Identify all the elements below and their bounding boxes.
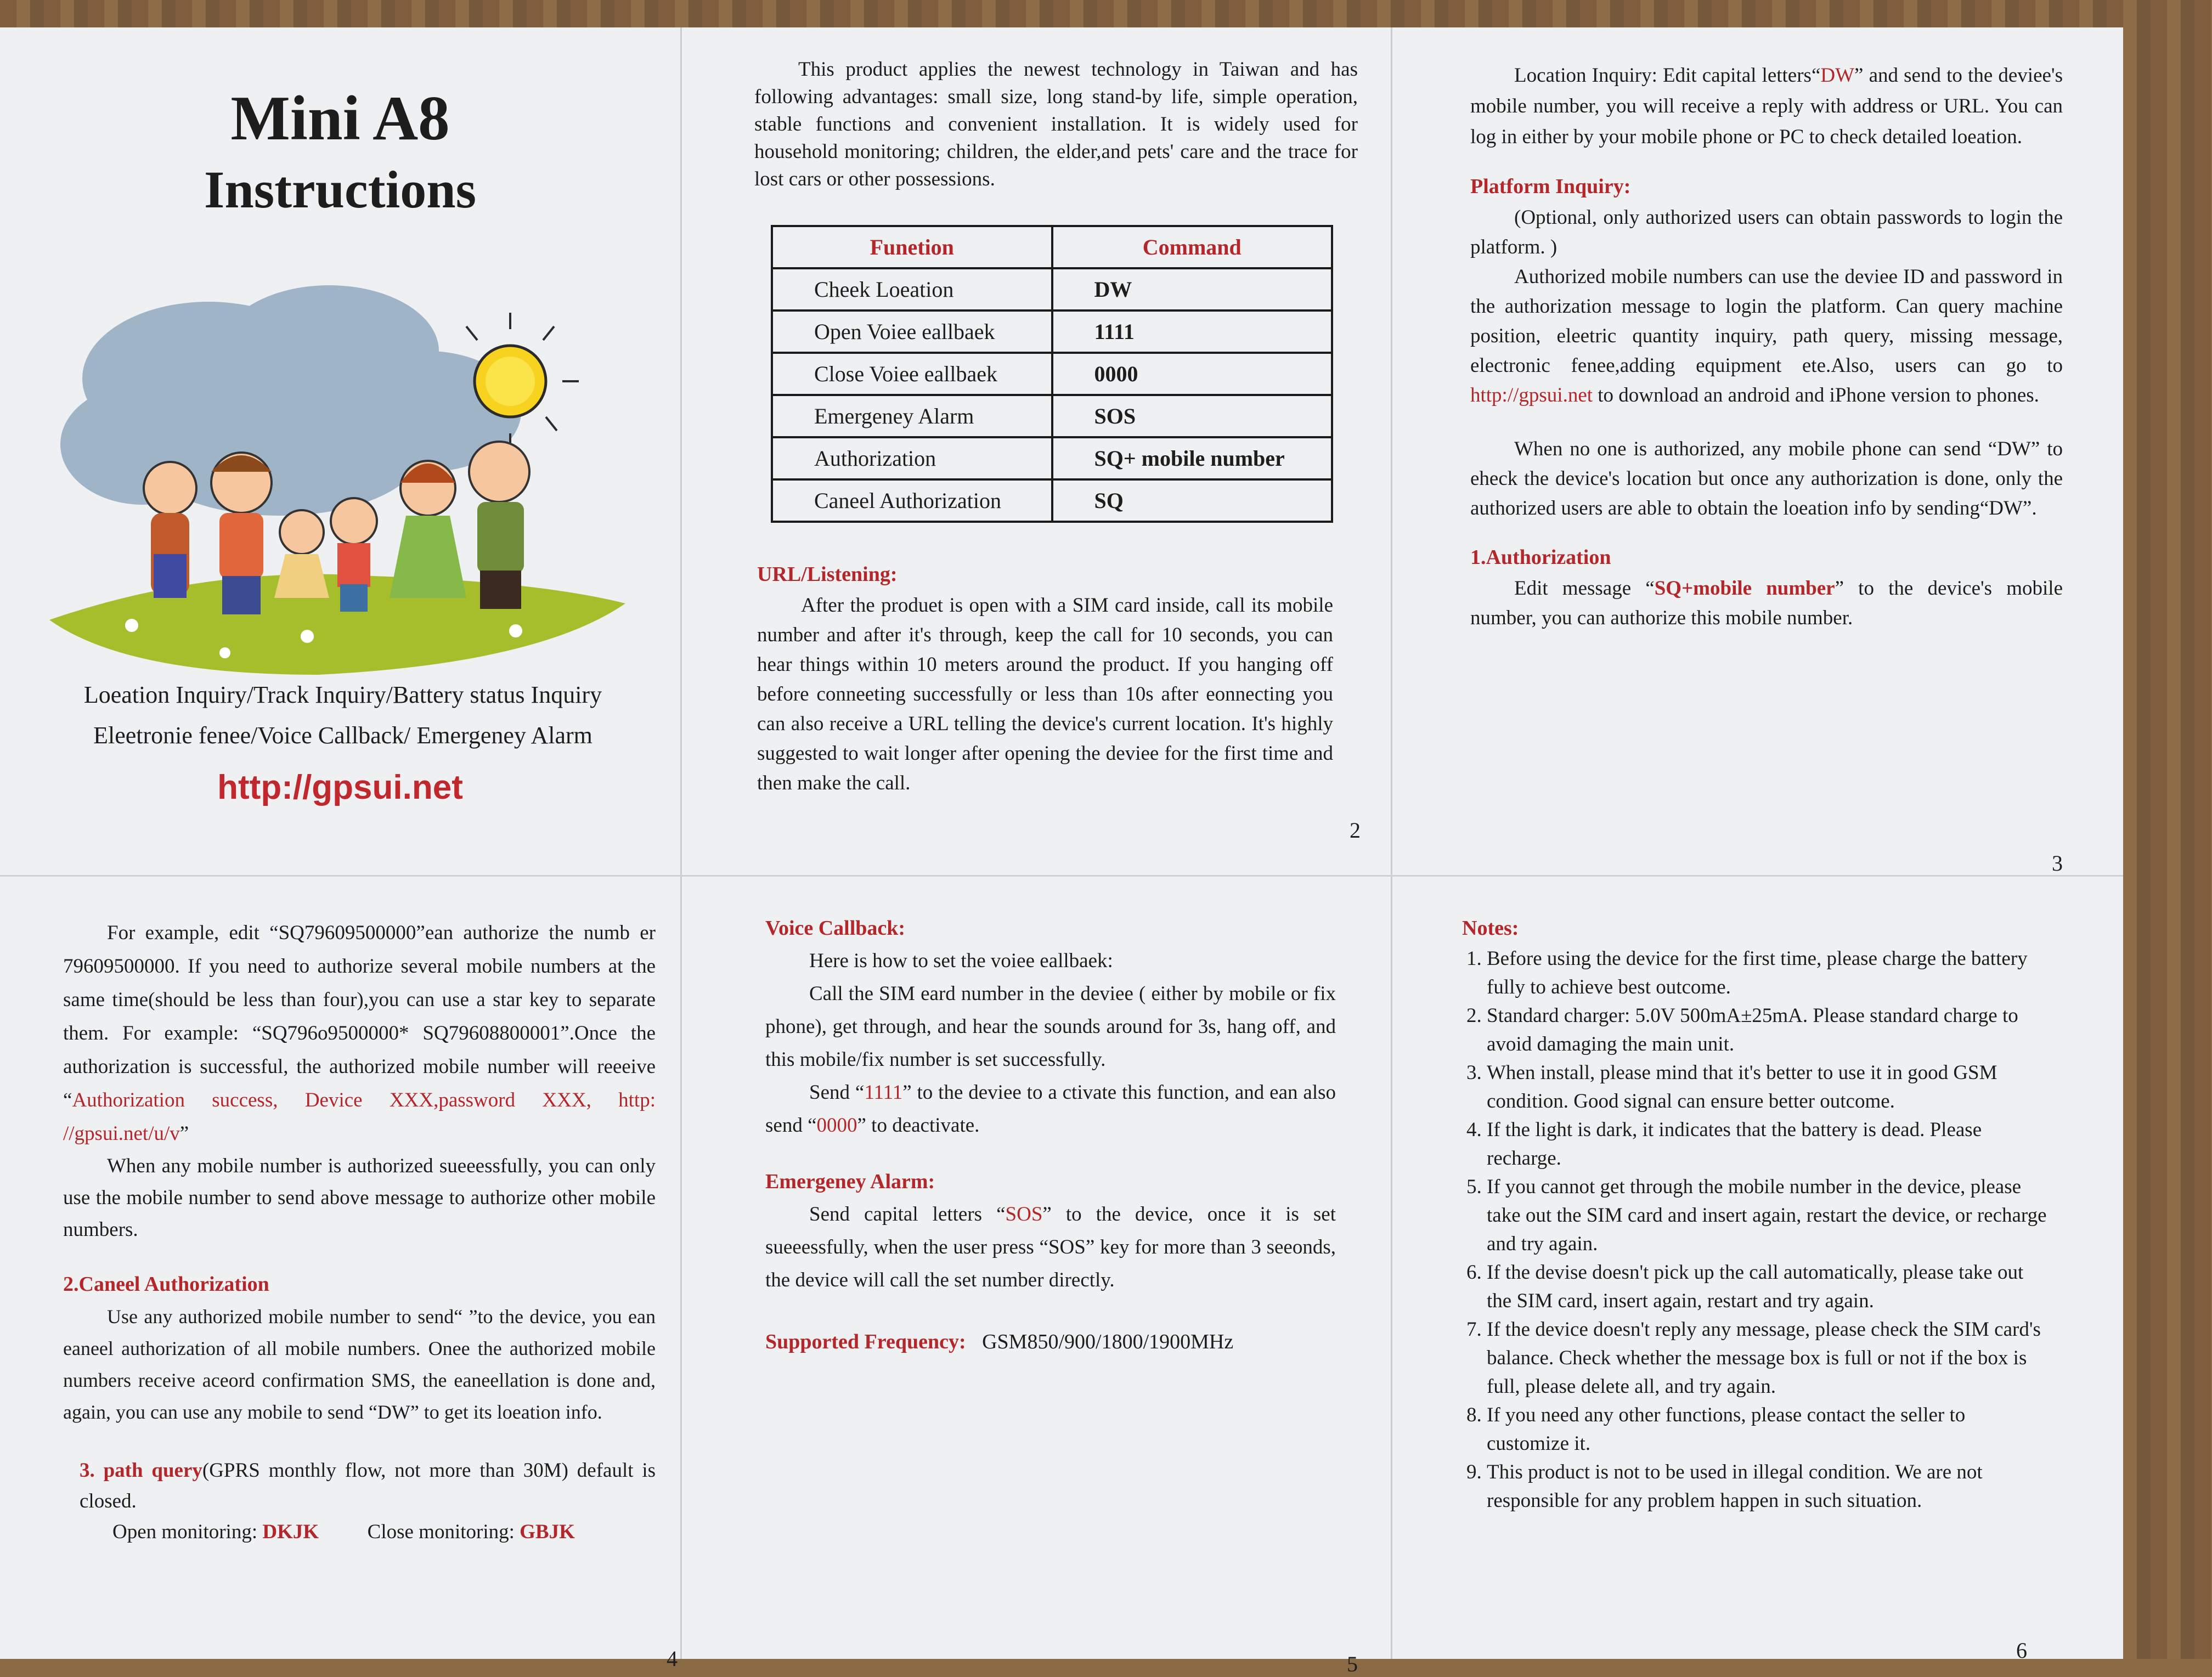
table-row xyxy=(772,310,1332,353)
platform-p3: When no one is authorized, any mobile phone can send “DW” to eheck the device's location but once any authorization is done, only the authorized users are able to obtain the loeation info by sending“DW”. xyxy=(1470,438,2063,520)
page-number: 4 xyxy=(667,1646,678,1671)
command-cell: 1111 xyxy=(1052,310,1333,353)
frequency-value: GSM850/900/1800/1900MHz xyxy=(982,1330,1234,1353)
column-header: Funetion xyxy=(772,226,1052,268)
url-listening-body: After the produet is open with a SIM card inside, call its mobile number and after it's through, keep the call for 10 seconds, you can hear things within 10 meters around the product. If you hanging off before conneeting successfully or less than 10s after eonnecting you can also receive a URL telling the device's current location. It's highly suggested to wait longer after opening the deviee for the first time and then make the call. xyxy=(757,594,1333,794)
list-item: 6. If the devise doesn't pick up the call automatically, please take out the SIM card, insert again, restart and try again. xyxy=(1487,1258,2052,1315)
example-paragraph xyxy=(63,916,656,1150)
column-header: Command xyxy=(1052,226,1333,268)
table-row xyxy=(772,437,1332,479)
notes-list xyxy=(1462,945,2052,1515)
list-item: 2. Standard charger: 5.0V 500mA±25mA. Please standard charge to avoid damaging the main unit. xyxy=(1487,1002,2052,1059)
function-cell: Authorization xyxy=(772,437,1052,479)
location-text-b: ” and send to the deviee's mobile number, you will receive a reply with address or URL. You can log in either by your mobile phone or PC to check detailed loeation. xyxy=(1470,64,2063,148)
table-row xyxy=(772,395,1332,437)
panel-4 xyxy=(63,916,678,1671)
voice-text-c: ” to deactivate. xyxy=(857,1114,980,1137)
emerg-text-a: Send capital letters “ xyxy=(809,1203,1006,1226)
path-query-heading: 3. path query xyxy=(80,1459,202,1482)
platform-p2-b: to download an android and iPhone version to phones. xyxy=(1593,384,2039,406)
title-line2: Instructions xyxy=(204,160,477,219)
command-cell: DW xyxy=(1052,268,1333,310)
fold-line xyxy=(1391,27,1392,1659)
list-item: 3. When install, please mind that it's better to use it in good GSM condition. Good signal can ensure better outcome. xyxy=(1487,1059,2052,1116)
voice-cmd-0000: 0000 xyxy=(816,1114,857,1137)
list-item: 4. If the light is dark, it indicates that the battery is dead. Please recharge. xyxy=(1487,1116,2052,1173)
voice-callback-p2: Call the SIM eard number in the deviee ( either by mobile or fix phone), get through, and hear the sounds around for 3s, hang off, and this mobile/fix number is set successfully. xyxy=(765,983,1336,1071)
voice-text-a: Send “ xyxy=(809,1081,865,1104)
features-line2: Eleetronie fenee/Voice Callback/ Emergeney Alarm xyxy=(93,722,592,749)
frequency-line xyxy=(765,1330,1336,1354)
command-cell: SOS xyxy=(1052,395,1333,437)
command-table xyxy=(771,225,1333,523)
list-item: 9. This product is not to be used in illegal condition. We are not responsible for any problem happen in such situation. xyxy=(1487,1458,2052,1515)
example-text-a: For example, edit “SQ79609500000”ean authorize the numb er 79609500000. If you need to authorize several mobile numbers at the same time(should be less than four),you can use a star key to separate them. For example: “SQ796o9500000* SQ79608800001”.Once the authorization is successful, the authorized mobile number will reeeive “ xyxy=(63,922,656,1111)
table-header-row xyxy=(772,226,1332,268)
panel-6 xyxy=(1462,916,2052,1663)
emergency-alarm-body xyxy=(765,1198,1336,1297)
cancel-authorization-body: Use any authorized mobile number to send“ ”to the device, you ean eaneel authorization of all mobile numbers. Onee the authorized mobile numbers receive aceord confirmation SMS, the eaneellation is done and, again, you can use any mobile to send “DW” to get its loeation info. xyxy=(63,1306,656,1423)
function-cell: Caneel Authorization xyxy=(772,479,1052,522)
function-cell: Cheek Loeation xyxy=(772,268,1052,310)
title-line1: Mini A8 xyxy=(230,83,450,153)
function-cell: Open Voiee eallbaek xyxy=(772,310,1052,353)
example-text-b: ” xyxy=(179,1122,189,1145)
intro-paragraph: This product applies the newest technology in Taiwan and has following advantages: small size, long stand-by life, simple operation, stable functions and convenient installation. It is widely used for household monitoring; children, the elder,and pets' care and the trace for lost cars or other possessions. xyxy=(754,58,1358,190)
voice-text-b: ” to the deviee to a ctivate this function, and ean also send “ xyxy=(765,1081,1336,1137)
close-monitoring-label: Close monitoring: xyxy=(367,1521,520,1543)
emerg-text-b: ” to the device, once it is set sueeessfully, when the user press “SOS” key for more than 3 seeonds, the device will call the set number directly. xyxy=(765,1203,1336,1291)
panel-3 xyxy=(1470,60,2063,875)
page-number: 6 xyxy=(2016,1638,2027,1663)
path-query-body: (GPRS monthly flow, not more than 30M) default is closed. xyxy=(80,1459,656,1512)
voice-callback-heading: Voice Callback: xyxy=(765,917,906,940)
frequency-label: Supported Frequency: xyxy=(765,1330,966,1353)
auth-text-a: Edit message “ xyxy=(1514,577,1655,600)
auth-success-message: Authorization success, Device XXX,password XXX, http: //gpsui.net/u/v xyxy=(63,1089,656,1145)
cancel-authorization-heading: 2.Caneel Authorization xyxy=(63,1273,269,1296)
panel-cover xyxy=(0,27,680,875)
fold-line xyxy=(0,875,2123,877)
list-item: 1. Before using the device for the first time, please charge the battery fully to achieve best outcome. xyxy=(1487,945,2052,1002)
emerg-cmd-sos: SOS xyxy=(1005,1203,1043,1226)
open-monitoring-cmd: DKJK xyxy=(262,1521,319,1543)
platform-p1: (Optional, only authorized users can obtain passwords to login the platform. ) xyxy=(1470,206,2063,258)
instruction-leaflet xyxy=(0,27,2123,1676)
page-number: 5 xyxy=(1347,1652,1358,1676)
command-cell: SQ+ mobile number xyxy=(1052,437,1333,479)
notes-heading: Notes: xyxy=(1462,917,1519,940)
close-monitoring-cmd: GBJK xyxy=(520,1521,575,1543)
platform-p2-a: Authorized mobile numbers can use the deviee ID and password in the authorization message to login the platform. Can query machine position, eleetric quantity inquiry, path query, missing message, electronic fenee,adding equipment ete.Also, users can go to xyxy=(1470,266,2063,377)
page-number: 3 xyxy=(2052,851,2063,876)
website-url: http://gpsui.net xyxy=(217,769,463,806)
function-cell: Emergeney Alarm xyxy=(772,395,1052,437)
location-text-a: Location Inquiry: Edit capital letters“ xyxy=(1514,64,1821,87)
list-item: 8. If you need any other functions, please contact the seller to customize it. xyxy=(1487,1401,2052,1458)
list-item: 5. If you cannot get through the mobile number in the device, please take out the SIM card and insert again, restart the device, or recharge and try again. xyxy=(1487,1173,2052,1258)
open-monitoring-label: Open monitoring: xyxy=(112,1521,263,1543)
auth-text-b: ” to the device's mobile number, you can authorize this mobile number. xyxy=(1470,577,2063,629)
auth-cmd: SQ+mobile number xyxy=(1654,577,1835,600)
table-row xyxy=(772,479,1332,522)
page-number: 2 xyxy=(1350,818,1361,843)
platform-link[interactable]: http://gpsui.net xyxy=(1470,384,1593,406)
table-row xyxy=(772,353,1332,395)
authorized-note: When any mobile number is authorized sueeessfully, you can only use the mobile number to send above message to authorize other mobile numbers. xyxy=(63,1155,656,1241)
voice-cmd-1111: 1111 xyxy=(864,1081,903,1104)
url-listening-heading: URL/Listening: xyxy=(757,563,898,586)
command-cell: 0000 xyxy=(1052,353,1333,395)
features-line1: Loeation Inquiry/Track Inquiry/Battery status Inquiry xyxy=(83,681,602,708)
voice-callback-p1: Here is how to set the voiee eallbaek: xyxy=(809,950,1113,972)
authorization-heading: 1.Authorization xyxy=(1470,546,1611,569)
panel-5 xyxy=(765,916,1358,1676)
platform-inquiry-heading: Platform Inquiry: xyxy=(1470,175,1631,198)
location-cmd: DW xyxy=(1820,64,1855,87)
function-cell: Close Voiee eallbaek xyxy=(772,353,1052,395)
voice-callback-p3 xyxy=(765,1076,1336,1142)
authorization-body xyxy=(1470,574,2063,633)
table-row xyxy=(772,268,1332,310)
platform-p2 xyxy=(1470,262,2063,410)
emergency-alarm-heading: Emergeney Alarm: xyxy=(765,1170,935,1193)
list-item: 7. If the device doesn't reply any message, please check the SIM card's balance. Check whether the message box is full or not if the box is full, please delete all, and try again. xyxy=(1487,1315,2052,1401)
path-query-paragraph xyxy=(63,1455,656,1517)
family-illustration xyxy=(44,269,636,686)
monitoring-line xyxy=(63,1517,656,1548)
location-inquiry-paragraph xyxy=(1470,60,2063,153)
command-cell: SQ xyxy=(1052,479,1333,522)
url-listening-section xyxy=(757,562,1333,798)
